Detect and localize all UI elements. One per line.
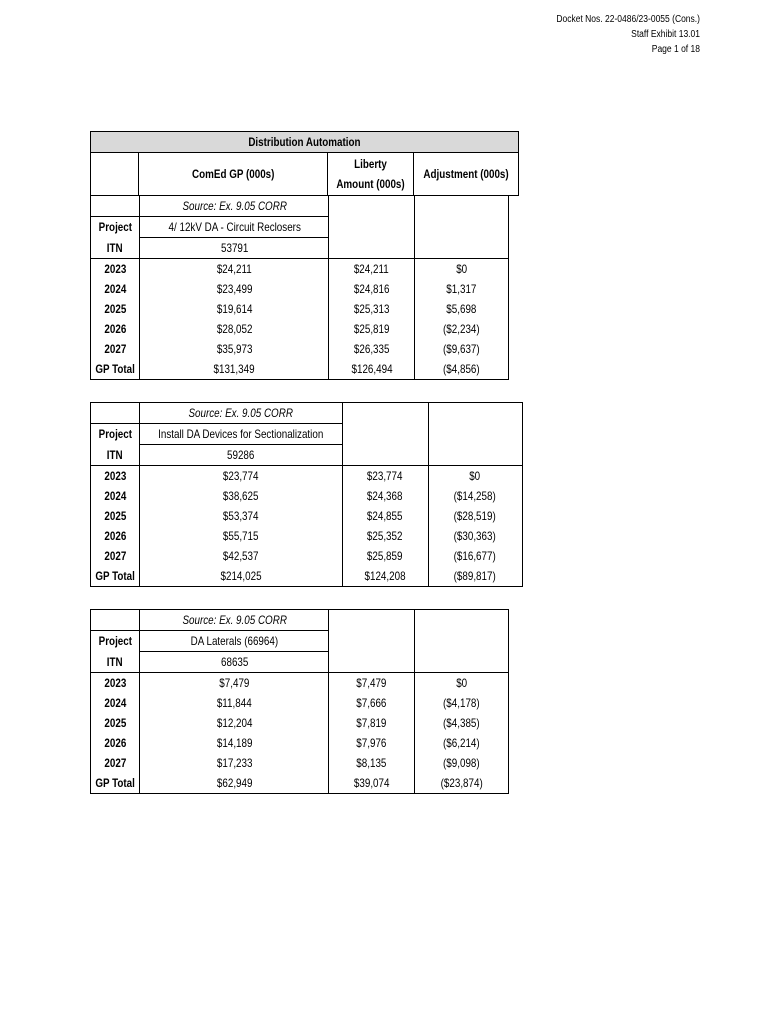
table-row — [91, 506, 523, 526]
adjustment-value: ($28,519) — [428, 506, 522, 526]
table-row — [91, 319, 509, 339]
year-label: 2024 — [91, 279, 140, 299]
adjustment-value: $0 — [415, 259, 509, 280]
table-row — [91, 753, 509, 773]
page-header — [556, 12, 700, 57]
liberty-blank — [342, 403, 428, 466]
liberty-value: $24,855 — [342, 506, 428, 526]
row-label-itn: ITN — [91, 445, 140, 466]
comed-value: $12,204 — [140, 713, 329, 733]
year-label: 2025 — [91, 713, 140, 733]
itn-value: 53791 — [140, 238, 329, 259]
project-name: Install DA Devices for Sectionalization — [140, 424, 342, 445]
blank-cell — [91, 196, 140, 217]
project-name: DA Laterals (66964) — [140, 631, 329, 652]
adjustment-blank — [415, 610, 509, 673]
distribution-automation-table-1 — [90, 131, 519, 196]
table-row — [91, 546, 523, 566]
liberty-blank — [329, 610, 415, 673]
blank-cell — [91, 610, 140, 631]
adjustment-value: ($9,098) — [415, 753, 509, 773]
adjustment-value: $0 — [428, 466, 522, 487]
liberty-blank — [329, 196, 415, 259]
table-row — [91, 693, 509, 713]
comed-value: $28,052 — [140, 319, 329, 339]
section-table-1 — [90, 195, 509, 380]
liberty-value: $25,313 — [329, 299, 415, 319]
year-label: 2023 — [91, 259, 140, 280]
liberty-value: $7,666 — [329, 693, 415, 713]
liberty-value: $25,819 — [329, 319, 415, 339]
liberty-value: $23,774 — [342, 466, 428, 487]
table-row — [91, 486, 523, 506]
year-label: 2027 — [91, 339, 140, 359]
year-label: 2027 — [91, 546, 140, 566]
liberty-value: $7,479 — [329, 673, 415, 694]
liberty-value: $24,211 — [329, 259, 415, 280]
liberty-value: $7,976 — [329, 733, 415, 753]
year-label: 2024 — [91, 693, 140, 713]
adjustment-value: ($9,637) — [415, 339, 509, 359]
liberty-value: $25,859 — [342, 546, 428, 566]
liberty-value: $26,335 — [329, 339, 415, 359]
comed-value: $38,625 — [140, 486, 342, 506]
year-label: 2023 — [91, 673, 140, 694]
row-label-itn: ITN — [91, 238, 140, 259]
liberty-value: $25,352 — [342, 526, 428, 546]
adjustment-value: ($4,178) — [415, 693, 509, 713]
comed-value: $23,774 — [140, 466, 342, 487]
liberty-total: $39,074 — [329, 773, 415, 794]
row-label-project: Project — [91, 217, 140, 238]
comed-value: $11,844 — [140, 693, 329, 713]
adjustment-value: ($6,214) — [415, 733, 509, 753]
col-header-adjustment: Adjustment (000s) — [414, 153, 519, 196]
comed-total: $214,025 — [140, 566, 342, 587]
table-row — [91, 299, 509, 319]
year-label: 2025 — [91, 299, 140, 319]
source-cell: Source: Ex. 9.05 CORR — [140, 610, 329, 631]
itn-value: 68635 — [140, 652, 329, 673]
comed-value: $42,537 — [140, 546, 342, 566]
section-table-3 — [90, 609, 509, 794]
liberty-value: $24,368 — [342, 486, 428, 506]
adjustment-total: ($89,817) — [428, 566, 522, 587]
adjustment-total: ($23,874) — [415, 773, 509, 794]
source-cell: Source: Ex. 9.05 CORR — [140, 403, 342, 424]
year-label: 2026 — [91, 319, 140, 339]
comed-total: $131,349 — [140, 359, 329, 380]
col-header-comed: ComEd GP (000s) — [139, 153, 328, 196]
table-row — [91, 259, 509, 280]
col-header-liberty: Liberty Amount (000s) — [328, 153, 414, 196]
comed-value: $14,189 — [140, 733, 329, 753]
section-table-2 — [90, 402, 523, 587]
comed-value: $24,211 — [140, 259, 329, 280]
comed-value: $7,479 — [140, 673, 329, 694]
year-label: 2026 — [91, 526, 140, 546]
table-row — [91, 733, 509, 753]
adjustment-blank — [428, 403, 522, 466]
adjustment-value: ($14,258) — [428, 486, 522, 506]
year-label: 2025 — [91, 506, 140, 526]
comed-total: $62,949 — [140, 773, 329, 794]
adjustment-value: ($2,234) — [415, 319, 509, 339]
project-name: 4/ 12kV DA - Circuit Reclosers — [140, 217, 329, 238]
adjustment-value: ($16,677) — [428, 546, 522, 566]
docket-number: Docket Nos. 22-0486/23-0055 (Cons.) — [556, 14, 700, 25]
total-row — [91, 566, 523, 587]
comed-value: $19,614 — [140, 299, 329, 319]
year-label: 2024 — [91, 486, 140, 506]
adjustment-total: ($4,856) — [415, 359, 509, 380]
liberty-total: $126,494 — [329, 359, 415, 380]
row-label-total: GP Total — [91, 773, 140, 794]
page-number: Page 1 of 18 — [651, 44, 700, 55]
comed-value: $23,499 — [140, 279, 329, 299]
table-title: Distribution Automation — [91, 132, 519, 153]
liberty-total: $124,208 — [342, 566, 428, 587]
comed-value: $17,233 — [140, 753, 329, 773]
row-label-total: GP Total — [91, 359, 140, 380]
liberty-value: $8,135 — [329, 753, 415, 773]
row-label-project: Project — [91, 631, 140, 652]
adjustment-value: ($4,385) — [415, 713, 509, 733]
total-row — [91, 359, 509, 380]
table-row — [91, 713, 509, 733]
year-label: 2027 — [91, 753, 140, 773]
adjustment-value: $1,317 — [415, 279, 509, 299]
year-label: 2026 — [91, 733, 140, 753]
liberty-value: $7,819 — [329, 713, 415, 733]
blank-cell — [91, 153, 139, 196]
adjustment-value: $5,698 — [415, 299, 509, 319]
total-row — [91, 773, 509, 794]
table-row — [91, 339, 509, 359]
comed-value: $53,374 — [140, 506, 342, 526]
blank-cell — [91, 403, 140, 424]
table-row — [91, 526, 523, 546]
table-row — [91, 466, 523, 487]
row-label-itn: ITN — [91, 652, 140, 673]
exhibit-label: Staff Exhibit 13.01 — [631, 29, 700, 40]
row-label-total: GP Total — [91, 566, 140, 587]
table-row — [91, 673, 509, 694]
itn-value: 59286 — [140, 445, 342, 466]
table-row — [91, 279, 509, 299]
adjustment-blank — [415, 196, 509, 259]
adjustment-value: $0 — [415, 673, 509, 694]
comed-value: $35,973 — [140, 339, 329, 359]
source-cell: Source: Ex. 9.05 CORR — [140, 196, 329, 217]
comed-value: $55,715 — [140, 526, 342, 546]
year-label: 2023 — [91, 466, 140, 487]
row-label-project: Project — [91, 424, 140, 445]
liberty-value: $24,816 — [329, 279, 415, 299]
adjustment-value: ($30,363) — [428, 526, 522, 546]
